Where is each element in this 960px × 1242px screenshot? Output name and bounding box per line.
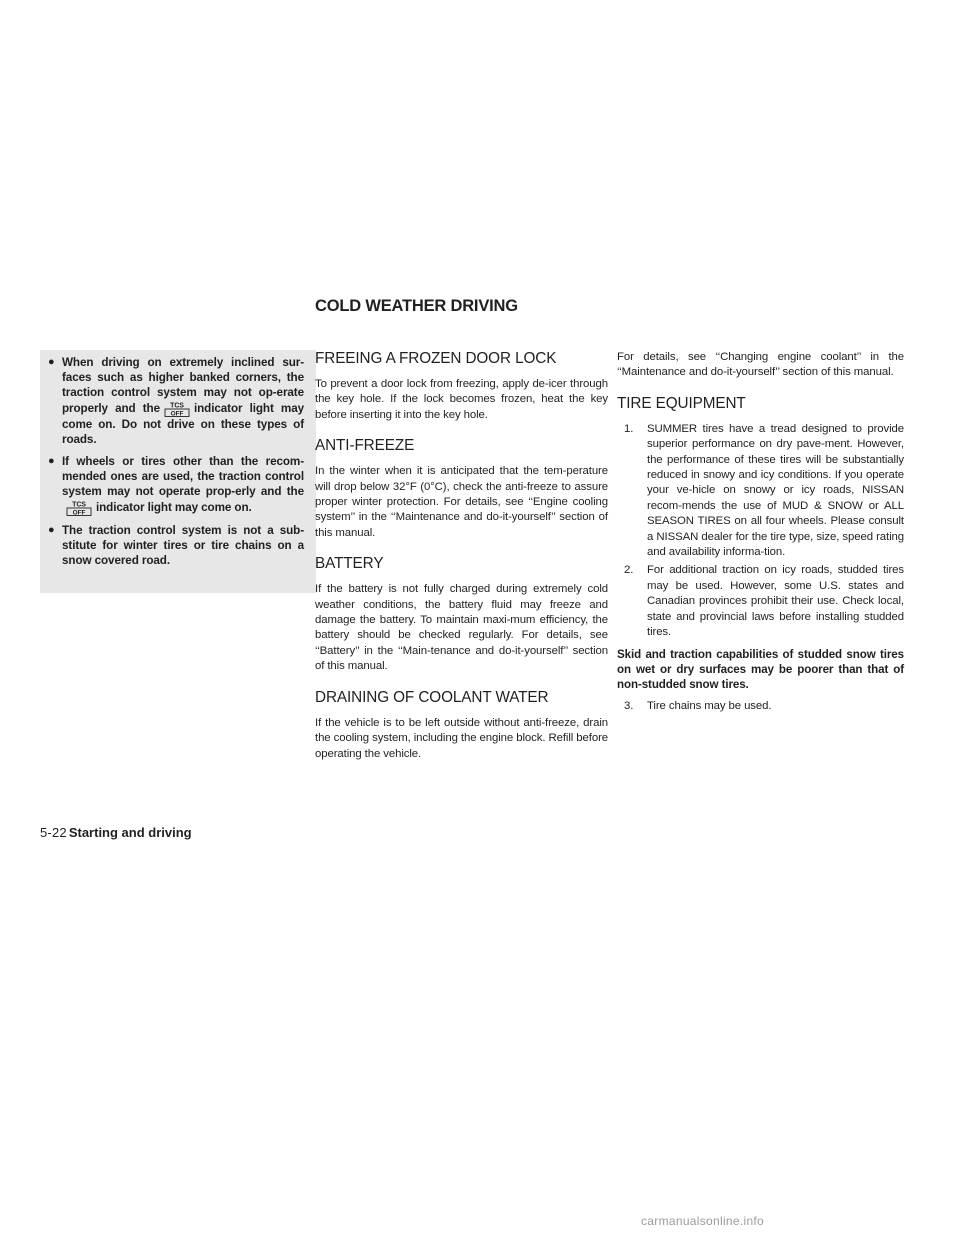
page-footer — [40, 825, 192, 840]
heading-door-lock: FREEING A FROZEN DOOR LOCK — [315, 350, 557, 367]
studded-tire-note: Skid and traction capabilities of studded snow tires on wet or dry surfaces may be poorer than that of non-studded snow tires. — [617, 647, 904, 692]
tire-list — [617, 422, 904, 641]
chapter-title: Starting and driving — [68, 825, 192, 840]
svg-text:OFF: OFF — [72, 508, 86, 516]
heading-battery: BATTERY — [315, 555, 384, 573]
list-item: 3. Tire chains may be used. — [624, 699, 772, 712]
heading-anti-freeze: ANTI-FREEZE — [315, 437, 415, 455]
tire-list-continued — [617, 699, 904, 714]
svg-text:TCS: TCS — [72, 501, 86, 509]
middle-column — [315, 350, 608, 776]
heading-tire-equipment: TIRE EQUIPMENT — [617, 394, 746, 412]
tcs-off-icon — [162, 401, 192, 417]
right-column — [617, 350, 904, 720]
list-item: 1. SUMMER tires have a tread designed to provide superior performance on dry pave-ment. However, the performance of these tires will be substantially reduced in snowy and icy conditions. If you operate your ve-hicle on snowy or icy roads, NISSAN recom-mends the use of MUD & SNOW or ALL SEASON TIRES on all four wheels. Please consult a NISSAN dealer for the tire type, size, speed rating and availability informa-tion. — [624, 422, 904, 559]
paragraph-anti-freeze: In the winter when it is anticipated that the tem-perature will drop below 32°F (0°C), check the anti-freeze to assure proper winter protection. For details, see ‘‘Engine cooling system’’ in the ‘‘Maintenance and do-it-yourself’’ section of this manual. — [315, 465, 608, 539]
page-number: 5-22 — [40, 825, 67, 840]
warning-item: ● The traction control system is not a sub-stitute for winter tires or tire chains on a snow covered road. — [48, 523, 304, 568]
heading-coolant: DRAINING OF COOLANT WATER — [315, 688, 549, 706]
warning-item: ● When driving on extremely inclined sur-faces such as higher banked corners, the traction control system may not op-erate properly and the TCS OFF indicator light may come on. Do not drive on these types of roads. — [48, 356, 304, 446]
svg-text:TCS: TCS — [170, 402, 184, 410]
bullet-icon: ● — [48, 523, 55, 536]
svg-text:OFF: OFF — [170, 409, 184, 417]
section-title: COLD WEATHER DRIVING — [315, 297, 518, 315]
list-item: 2. For additional traction on icy roads, studded tires may be used. However, some U.S. states and Canadian provinces prohibit their use. Check local, state and provincial laws before installing studded tires. — [624, 564, 904, 639]
paragraph-coolant: If the vehicle is to be left outside without anti-freeze, drain the cooling system, including the engine block. Refill before operating the vehicle. — [315, 716, 608, 760]
bullet-icon: ● — [48, 455, 55, 468]
paragraph-battery: If the battery is not fully charged during extremely cold weather conditions, the battery fluid may freeze and damage the battery. To maintain maxi-mum efficiency, the battery should be checked regularly. For details, see ‘‘Battery’’ in the ‘‘Main-tenance and do-it-yourself’’ section of this manual. — [315, 583, 608, 673]
warning-box — [40, 350, 316, 593]
paragraph-coolant-continued: For details, see ‘‘Changing engine coolant’’ in the ‘‘Maintenance and do-it-yourself’’ section of this manual. — [617, 351, 904, 379]
left-column — [40, 350, 316, 593]
paragraph-door-lock: To prevent a door lock from freezing, apply de-icer through the key hole. If the lock becomes frozen, heat the key before inserting it into the key hole. — [315, 378, 608, 421]
bullet-icon: ● — [48, 356, 55, 368]
warning-item: ● If wheels or tires other than the recom-mended ones are used, the traction control system may not operate prop-erly and the TCS OFF indicator light may come on. — [48, 455, 304, 516]
tcs-off-icon — [64, 500, 94, 516]
watermark: carmanualsonline.info — [641, 1214, 765, 1228]
